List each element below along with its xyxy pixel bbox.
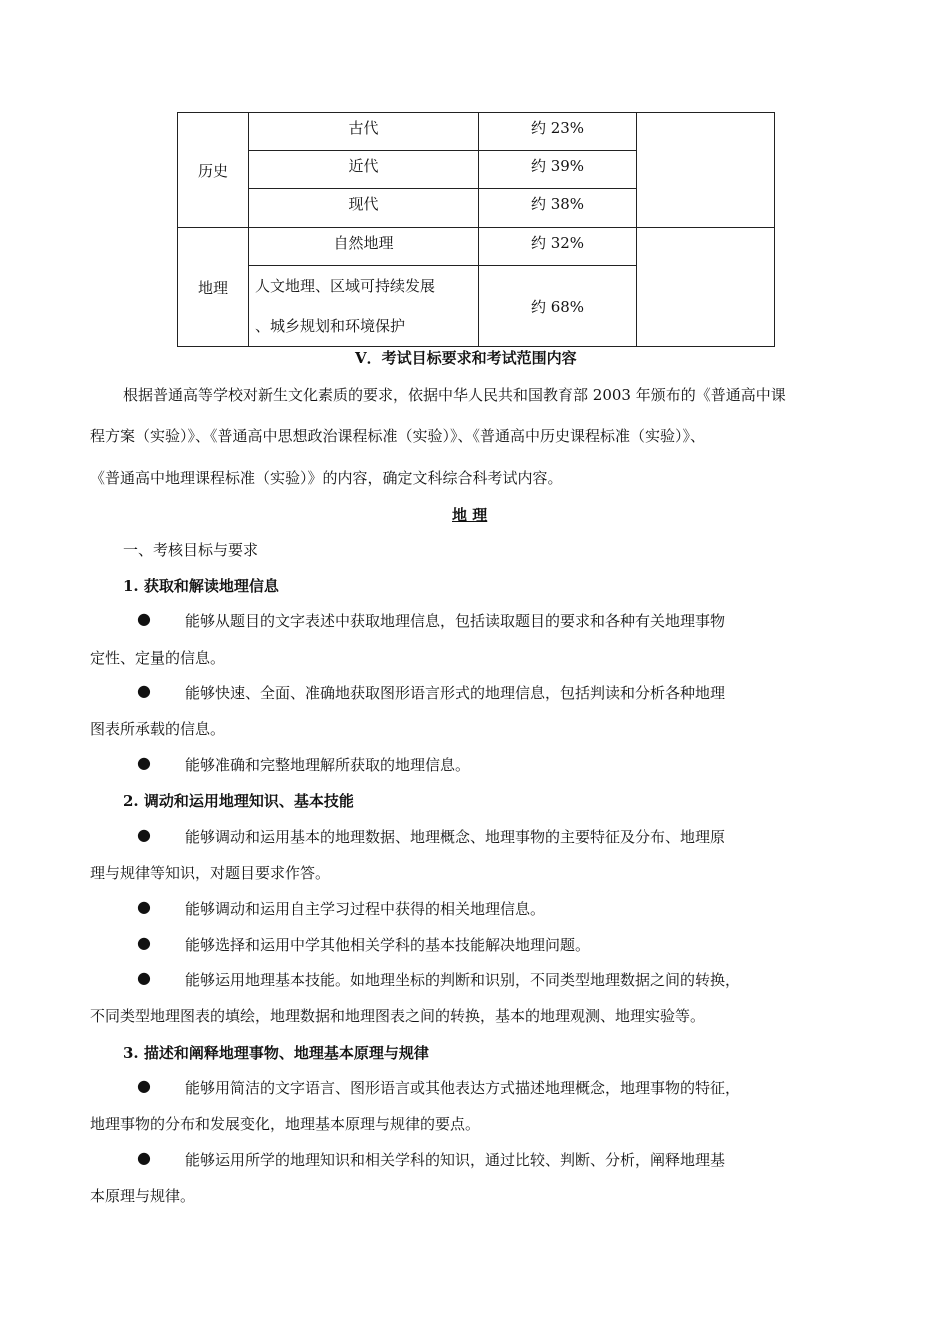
subject-cell: 古代 [249, 113, 479, 151]
bullet-icon: ● [137, 609, 151, 628]
bullet-icon: ● [137, 681, 151, 700]
bullet-text: 能够调动和运用基本的地理数据、地理概念、地理事物的主要特征及分布、地理原 [185, 828, 726, 846]
bullet-icon: ● [137, 753, 151, 772]
bullet-icon: ● [137, 1076, 151, 1095]
bullet-text: 能够快速、全面、准确地获取图形语言形式的地理信息，包括判读和分析各种地理 [185, 684, 726, 702]
intro-line: 根据普通高等学校对新生文化素质的要求，依据中华人民共和国教育部 2003 年颁布的《普通高中课 [123, 386, 786, 404]
intro-line: 《普通高中地理课程标准（实验）》的内容，确定文科综合科考试内容。 [90, 469, 563, 487]
subject-line: 、城乡规划和环境保护 [255, 317, 406, 335]
bullet-icon: ● [137, 968, 151, 987]
history-cell: 历史 [178, 113, 249, 228]
empty-cell [637, 113, 775, 228]
bullet-text: 理与规律等知识，对题目要求作答。 [90, 864, 331, 882]
percent-cell: 约 32% [479, 228, 637, 266]
bullet-text: 地理事物的分布和发展变化，地理基本原理与规律的要点。 [90, 1115, 481, 1133]
bullet-text: 能够准确和完整地理解所获取的地理信息。 [185, 756, 471, 774]
bullet-text: 定性、定量的信息。 [90, 649, 226, 667]
intro-line: 程方案（实验）》、《普通高中思想政治课程标准（实验）》、《普通高中历史课程标准（实验）》、 [90, 427, 706, 445]
subject-line: 人文地理、区域可持续发展 [255, 277, 436, 295]
bullet-text: 本原理与规律。 [90, 1187, 196, 1205]
subsection-title: 1. 获取和解读地理信息 [123, 577, 279, 595]
bullet-icon: ● [137, 825, 151, 844]
empty-cell [637, 228, 775, 347]
bullet-icon: ● [137, 1148, 151, 1167]
subject-cell [249, 266, 479, 347]
bullet-text: 不同类型地理图表的填绘，地理数据和地理图表之间的转换，基本的地理观测、地理实验等。 [90, 1007, 706, 1025]
bullet-icon: ● [137, 933, 151, 952]
bullet-icon: ● [137, 897, 151, 916]
subsection-title: 2. 调动和运用地理知识、基本技能 [123, 792, 354, 810]
table-row [178, 228, 775, 266]
bullet-text: 能够运用地理基本技能。如地理坐标的判断和识别，不同类型地理数据之间的转换， [185, 971, 741, 989]
bullet-text: 能够从题目的文字表述中获取地理信息，包括读取题目的要求和各种有关地理事物 [185, 612, 726, 630]
bullet-text: 图表所承载的信息。 [90, 720, 226, 738]
content-distribution-table [177, 112, 775, 347]
table-row [178, 113, 775, 151]
subsection-title: 3. 描述和阐释地理事物、地理基本原理与规律 [123, 1044, 429, 1062]
subject-cell: 近代 [249, 151, 479, 189]
part-heading: 一、考核目标与要求 [123, 541, 259, 559]
bullet-text: 能够用简洁的文字语言、图形语言或其他表达方式描述地理概念，地理事物的特征， [185, 1079, 741, 1097]
bullet-text: 能够选择和运用中学其他相关学科的基本技能解决地理问题。 [185, 936, 591, 954]
percent-cell: 约 23% [479, 113, 637, 151]
geography-cell: 地理 [178, 228, 249, 347]
section-title: V．考试目标要求和考试范围内容 [355, 349, 577, 367]
subject-cell: 自然地理 [249, 228, 479, 266]
bullet-text: 能够调动和运用自主学习过程中获得的相关地理信息。 [185, 900, 546, 918]
percent-cell: 约 39% [479, 151, 637, 189]
subject-cell: 现代 [249, 189, 479, 228]
percent-cell: 约 68% [479, 266, 637, 347]
percent-cell: 约 38% [479, 189, 637, 228]
bullet-text: 能够运用所学的地理知识和相关学科的知识，通过比较、判断、分析，阐释地理基 [185, 1151, 726, 1169]
geography-heading: 地 理 [452, 506, 488, 524]
